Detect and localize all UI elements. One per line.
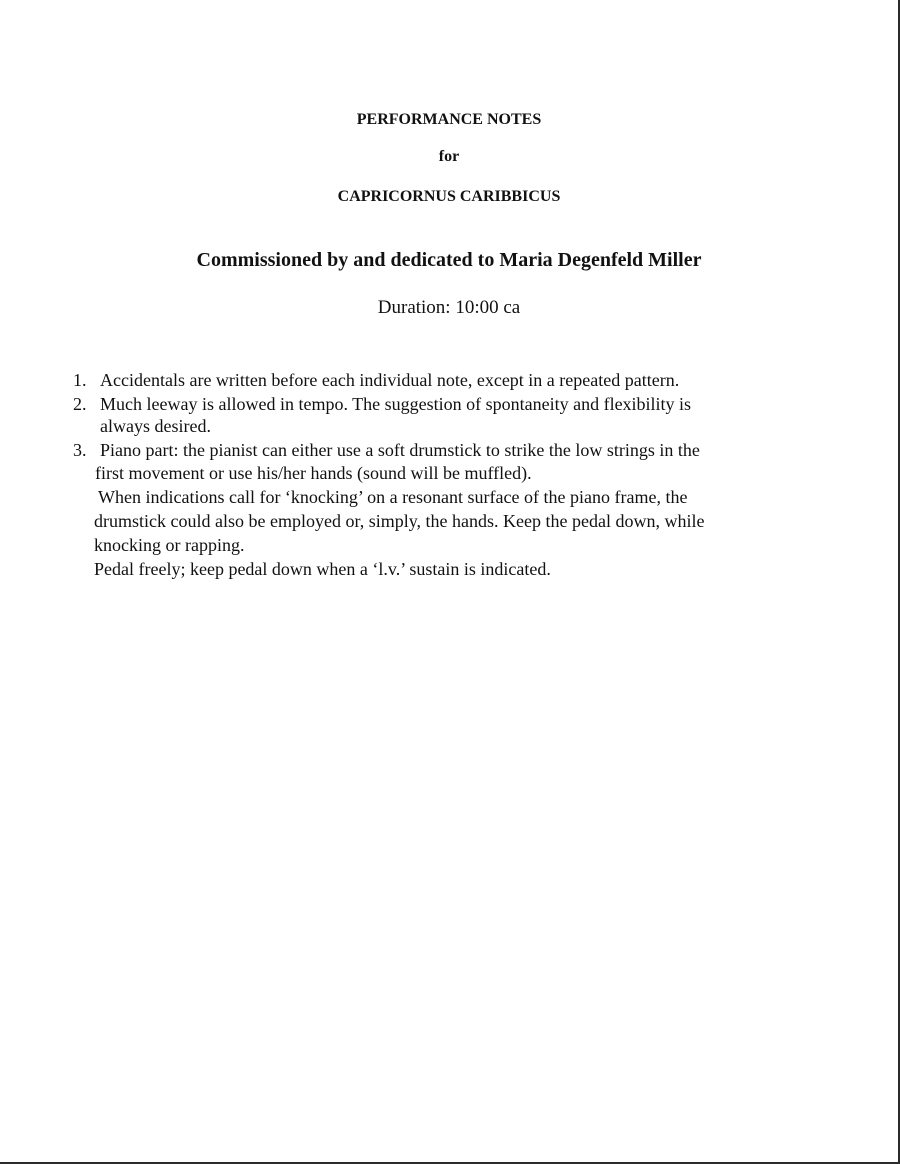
note-3-line-2: first movement or use his/her hands (sound will be muffled).	[95, 463, 532, 483]
title-line-work-name: CAPRICORNUS CARIBBICUS	[337, 188, 561, 205]
note-2-line-2: always desired.	[100, 416, 211, 436]
note-3-line-5: knocking or rapping.	[94, 535, 245, 555]
note-3-line-6: Pedal freely; keep pedal down when a ‘l.v.’ sustain is indicated.	[94, 559, 551, 579]
note-3-line-4: drumstick could also be employed or, simply, the hands. Keep the pedal down, while	[94, 511, 705, 531]
note-2-line-1: Much leeway is allowed in tempo. The suggestion of spontaneity and flexibility is	[100, 394, 692, 414]
note-3-line-1: Piano part: the pianist can either use a soft drumstick to strike the low strings in the	[100, 440, 700, 460]
title-line-for: for	[438, 148, 460, 165]
note-3-line-3: When indications call for ‘knocking’ on a resonant surface of the piano frame, the	[98, 487, 688, 507]
duration: Duration: 10:00 ca	[377, 297, 521, 318]
note-1-number: 1.	[73, 370, 87, 390]
dedication: Commissioned by and dedicated to Maria Degenfeld Miller	[196, 249, 702, 271]
title-line-performance-notes: PERFORMANCE NOTES	[356, 111, 542, 128]
note-1-line-1: Accidentals are written before each individual note, except in a repeated pattern.	[100, 370, 680, 390]
note-2-number: 2.	[73, 394, 87, 414]
note-3-number: 3.	[73, 440, 87, 460]
